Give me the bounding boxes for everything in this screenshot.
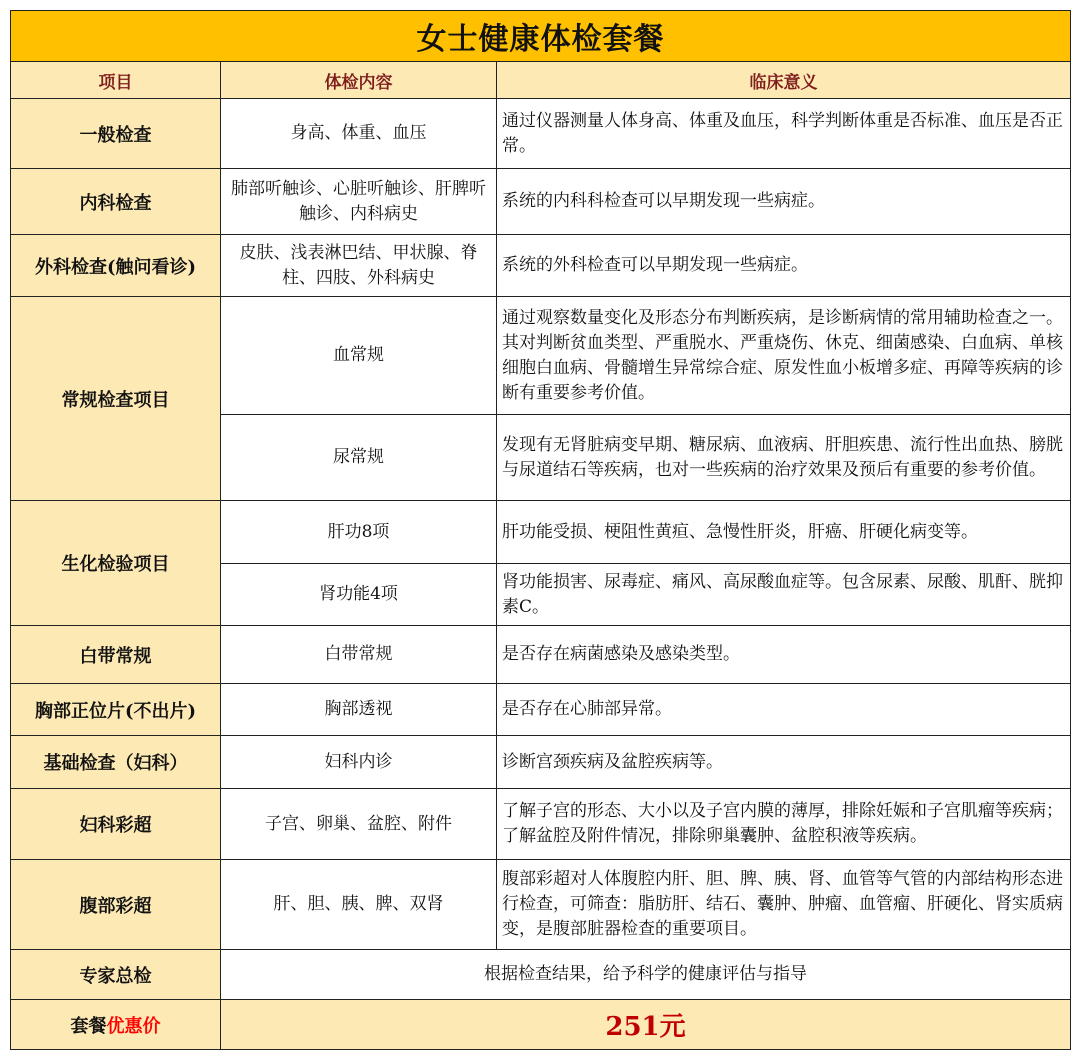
category-cell: 胸部正位片(不出片) xyxy=(11,684,221,736)
meaning-cell: 系统的外科检查可以早期发现一些病症。 xyxy=(497,235,1071,297)
table-row xyxy=(11,950,1071,1000)
table-row xyxy=(11,736,1071,789)
category-cell: 白带常规 xyxy=(11,626,221,684)
meaning-cell: 诊断宫颈疾病及盆腔疾病等。 xyxy=(497,736,1071,789)
content-cell: 血常规 xyxy=(221,297,497,415)
header-item: 项目 xyxy=(11,62,221,99)
content-cell: 子宫、卵巢、盆腔、附件 xyxy=(221,789,497,860)
content-cell: 身高、体重、血压 xyxy=(221,99,497,169)
content-cell: 胸部透视 xyxy=(221,684,497,736)
table-row xyxy=(11,501,1071,564)
table-row xyxy=(11,789,1071,860)
category-cell: 外科检查(触问看诊) xyxy=(11,235,221,297)
category-cell: 腹部彩超 xyxy=(11,860,221,950)
meaning-cell: 是否存在病菌感染及感染类型。 xyxy=(497,626,1071,684)
health-package-table xyxy=(10,10,1071,1050)
expert-summary-cell: 根据检查结果，给予科学的健康评估与指导 xyxy=(221,950,1071,1000)
meaning-cell: 发现有无肾脏病变早期、糖尿病、血液病、肝胆疾患、流行性出血热、膀胱与尿道结石等疾病，也对一些疾病的治疗效果及预后有重要的参考价值。 xyxy=(497,415,1071,501)
meaning-cell: 腹部彩超对人体腹腔内肝、胆、脾、胰、肾、血管等气管的内部结构形态进行检查，可筛查：脂肪肝、结石、囊肿、肿瘤、血管瘤、肝硬化、肾实质病变，是腹部脏器检查的重要项目。 xyxy=(497,860,1071,950)
meaning-cell: 肾功能损害、尿毒症、痛风、高尿酸血症等。包含尿素、尿酸、肌酐、胱抑素C。 xyxy=(497,564,1071,626)
meaning-cell: 了解子宫的形态、大小以及子宫内膜的薄厚，排除妊娠和子宫肌瘤等疾病；了解盆腔及附件情况，排除卵巢囊肿、盆腔积液等疾病。 xyxy=(497,789,1071,860)
meaning-cell: 肝功能受损、梗阻性黄疸、急慢性肝炎，肝癌、肝硬化病变等。 xyxy=(497,501,1071,564)
table-row xyxy=(11,297,1071,415)
content-cell: 皮肤、浅表淋巴结、甲状腺、脊柱、四肢、外科病史 xyxy=(221,235,497,297)
price-label-highlight: 优惠价 xyxy=(106,1015,161,1037)
price-row xyxy=(11,1000,1071,1050)
content-cell: 肺部听触诊、心脏听触诊、肝脾听触诊、内科病史 xyxy=(221,169,497,235)
category-cell: 专家总检 xyxy=(11,950,221,1000)
category-cell: 基础检查（妇科） xyxy=(11,736,221,789)
table-row xyxy=(11,684,1071,736)
header-row xyxy=(11,62,1071,99)
meaning-cell: 系统的内科科检查可以早期发现一些病症。 xyxy=(497,169,1071,235)
category-cell: 妇科彩超 xyxy=(11,789,221,860)
meaning-cell: 是否存在心肺部异常。 xyxy=(497,684,1071,736)
table-row xyxy=(11,860,1071,950)
category-cell: 内科检查 xyxy=(11,169,221,235)
price-label-prefix: 套餐 xyxy=(70,1015,107,1037)
category-cell: 一般检查 xyxy=(11,99,221,169)
content-cell: 肝、胆、胰、脾、双肾 xyxy=(221,860,497,950)
content-cell: 妇科内诊 xyxy=(221,736,497,789)
content-cell: 肝功8项 xyxy=(221,501,497,564)
price-label xyxy=(11,1000,221,1050)
meaning-cell: 通过观察数量变化及形态分布判断疾病，是诊断病情的常用辅助检查之一。其对判断贫血类型、严重脱水、严重烧伤、休克、细菌感染、白血病、单核细胞白血病、骨髓增生异常综合症、原发性血小板增多症、再障等疾病的诊断有重要参考价值。 xyxy=(497,297,1071,415)
page-title: 女士健康体检套餐 xyxy=(11,11,1071,62)
meaning-cell: 通过仪器测量人体身高、体重及血压，科学判断体重是否标准、血压是否正常。 xyxy=(497,99,1071,169)
price-value: 251元 xyxy=(221,1000,1071,1050)
content-cell: 尿常规 xyxy=(221,415,497,501)
content-cell: 肾功能4项 xyxy=(221,564,497,626)
header-content: 体检内容 xyxy=(221,62,497,99)
header-meaning: 临床意义 xyxy=(497,62,1071,99)
content-cell: 白带常规 xyxy=(221,626,497,684)
table-row xyxy=(11,169,1071,235)
table-row xyxy=(11,235,1071,297)
category-cell: 生化检验项目 xyxy=(11,501,221,626)
table-row xyxy=(11,99,1071,169)
category-cell: 常规检查项目 xyxy=(11,297,221,501)
table-row xyxy=(11,626,1071,684)
